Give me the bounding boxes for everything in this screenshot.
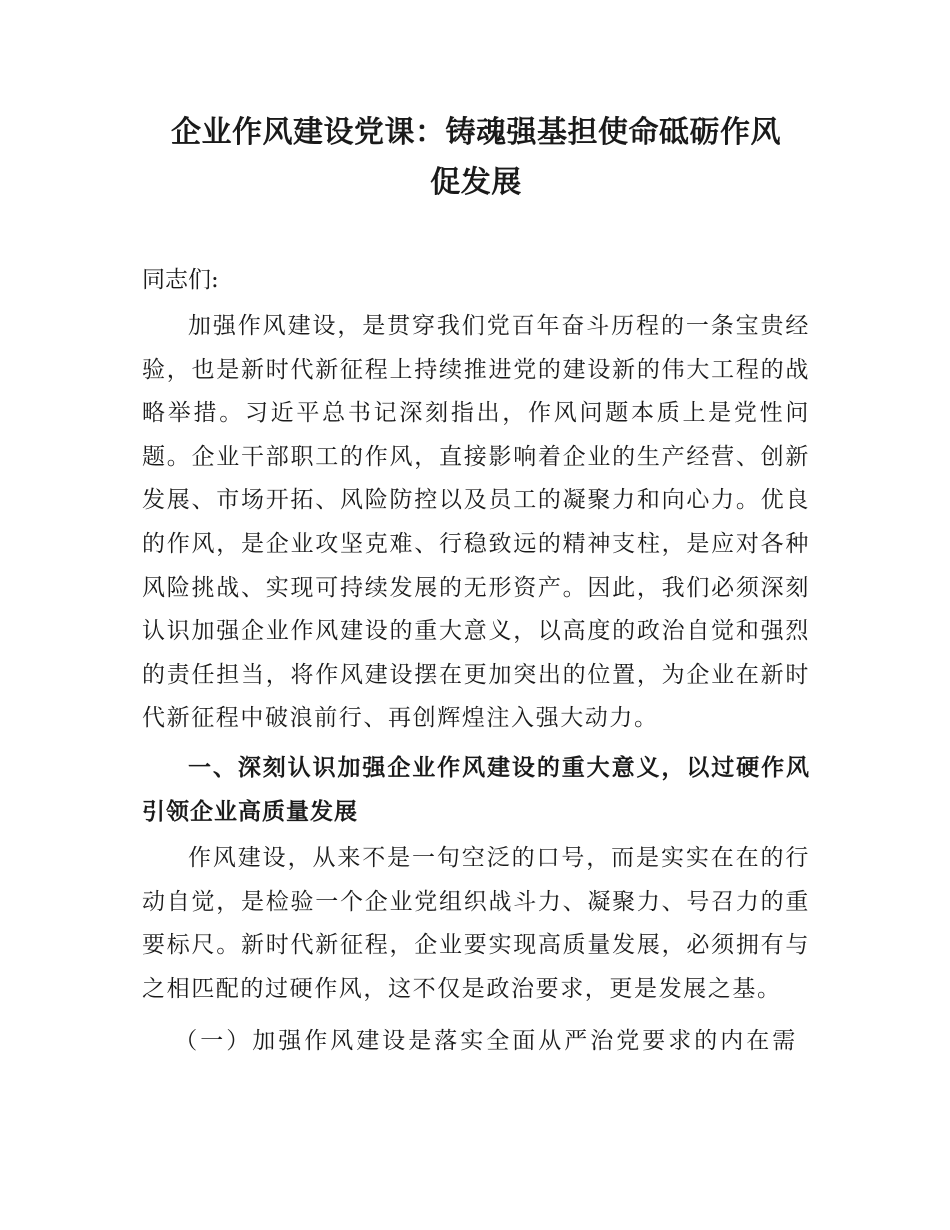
document-body bbox=[142, 108, 810, 1063]
greeting: 同志们: bbox=[142, 267, 219, 293]
title-line-2: 促发展 bbox=[430, 165, 522, 200]
title-line-1: 企业作风建设党课：铸魂强基担使命砥砺作风 bbox=[171, 115, 781, 150]
paragraph-intro: 加强作风建设，是贯穿我们党百年奋斗历程的一条宝贵经验，也是新时代新征程上持续推进党的建设新的伟大工程的战略举措。习近平总书记深刻指出，作风问题本质上是党性问题。企业干部职工的作风，直接影响着企业的生产经营、创新发展、市场开拓、风险防控以及员工的凝聚力和向心力。优良的作风，是企业攻坚克难、行稳致远的精神支柱，是应对各种风险挑战、实现可持续发展的无形资产。因此，我们必须深刻认识加强企业作风建设的重大意义，以高度的政治自觉和强烈的责任担当，将作风建设摆在更加突出的位置，为企业在新时代新征程中破浪前行、再创辉煌注入强大动力。 bbox=[142, 313, 810, 732]
document-title bbox=[142, 108, 810, 208]
paragraph-section-1: 作风建设，从来不是一句空泛的口号，而是实实在在的行动自觉，是检验一个企业党组织战斗力、凝聚力、号召力的重要标尺。新时代新征程，企业要实现高质量发展，必须拥有与之相匹配的过硬作风，这不仅是政治要求，更是发展之基。 bbox=[142, 845, 810, 1002]
section-heading-1: 一、深刻认识加强企业作风建设的重大意义，以过硬作风引领企业高质量发展 bbox=[142, 754, 810, 825]
subsection-heading-1: （一）加强作风建设是落实全面从严治党要求的内在需 bbox=[174, 1027, 799, 1054]
